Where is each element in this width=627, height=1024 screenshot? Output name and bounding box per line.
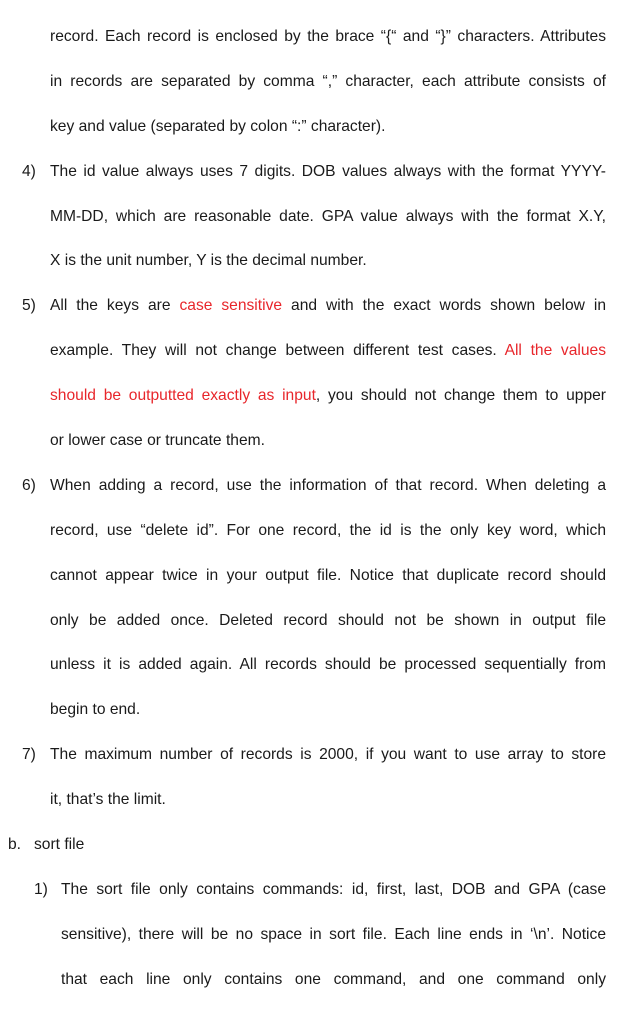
text-run: and with the exact words shown below in (291, 297, 606, 314)
list-number: 1) (34, 881, 48, 898)
paragraph-line: or lower case or truncate them. (50, 432, 265, 449)
paragraph-line: it, that’s the limit. (50, 791, 166, 808)
list-number: 4) (22, 163, 36, 180)
list-number: 6) (22, 477, 36, 494)
text-run: example. They will not change between different test cases. (50, 342, 497, 359)
paragraph-line: key and value (separated by colon “:” character). (50, 118, 386, 135)
list-number: 5) (22, 297, 36, 314)
paragraph-line: When adding a record, use the information of that record. When deleting a (50, 477, 606, 494)
paragraph-line: The maximum number of records is 2000, if you want to use array to store (50, 746, 606, 763)
paragraph-line (50, 341, 606, 361)
paragraph-line: MM-DD, which are reasonable date. GPA value always with the format X.Y, (50, 208, 606, 225)
highlighted-text: case sensitive (179, 297, 283, 314)
paragraph-line: cannot appear twice in your output file. Notice that duplicate record should (50, 567, 606, 584)
highlighted-text: should be outputted exactly as input (50, 387, 316, 404)
paragraph-line: X is the unit number, Y is the decimal number. (50, 252, 367, 269)
paragraph-line: begin to end. (50, 701, 141, 718)
paragraph-line (50, 296, 606, 316)
paragraph-line: The sort file only contains commands: id, first, last, DOB and GPA (case (61, 881, 606, 898)
section-title: sort file (34, 836, 85, 853)
paragraph-line: The id value always uses 7 digits. DOB values always with the format YYYY- (50, 163, 606, 180)
paragraph-line: unless it is added again. All records should be processed sequentially from (50, 656, 606, 673)
text-run: All the keys are (50, 297, 171, 314)
list-number: 7) (22, 746, 36, 763)
paragraph-line: only be added once. Deleted record should not be shown in output file (50, 612, 606, 629)
text-run: , you should not change them to upper (315, 387, 606, 404)
section-number: b. (8, 836, 22, 853)
paragraph-line: in records are separated by comma “,” character, each attribute consists of (50, 73, 606, 90)
paragraph-line: sensitive), there will be no space in sort file. Each line ends in ‘\n’. Notice (61, 926, 606, 943)
paragraph-line (50, 386, 606, 406)
paragraph-line: record, use “delete id”. For one record, the id is the only key word, which (50, 522, 606, 539)
paragraph-line: record. Each record is enclosed by the brace “{“ and “}” characters. Attributes (50, 28, 606, 45)
paragraph-line: that each line only contains one command, and one command only (61, 971, 606, 988)
highlighted-text: All the values (504, 342, 606, 359)
